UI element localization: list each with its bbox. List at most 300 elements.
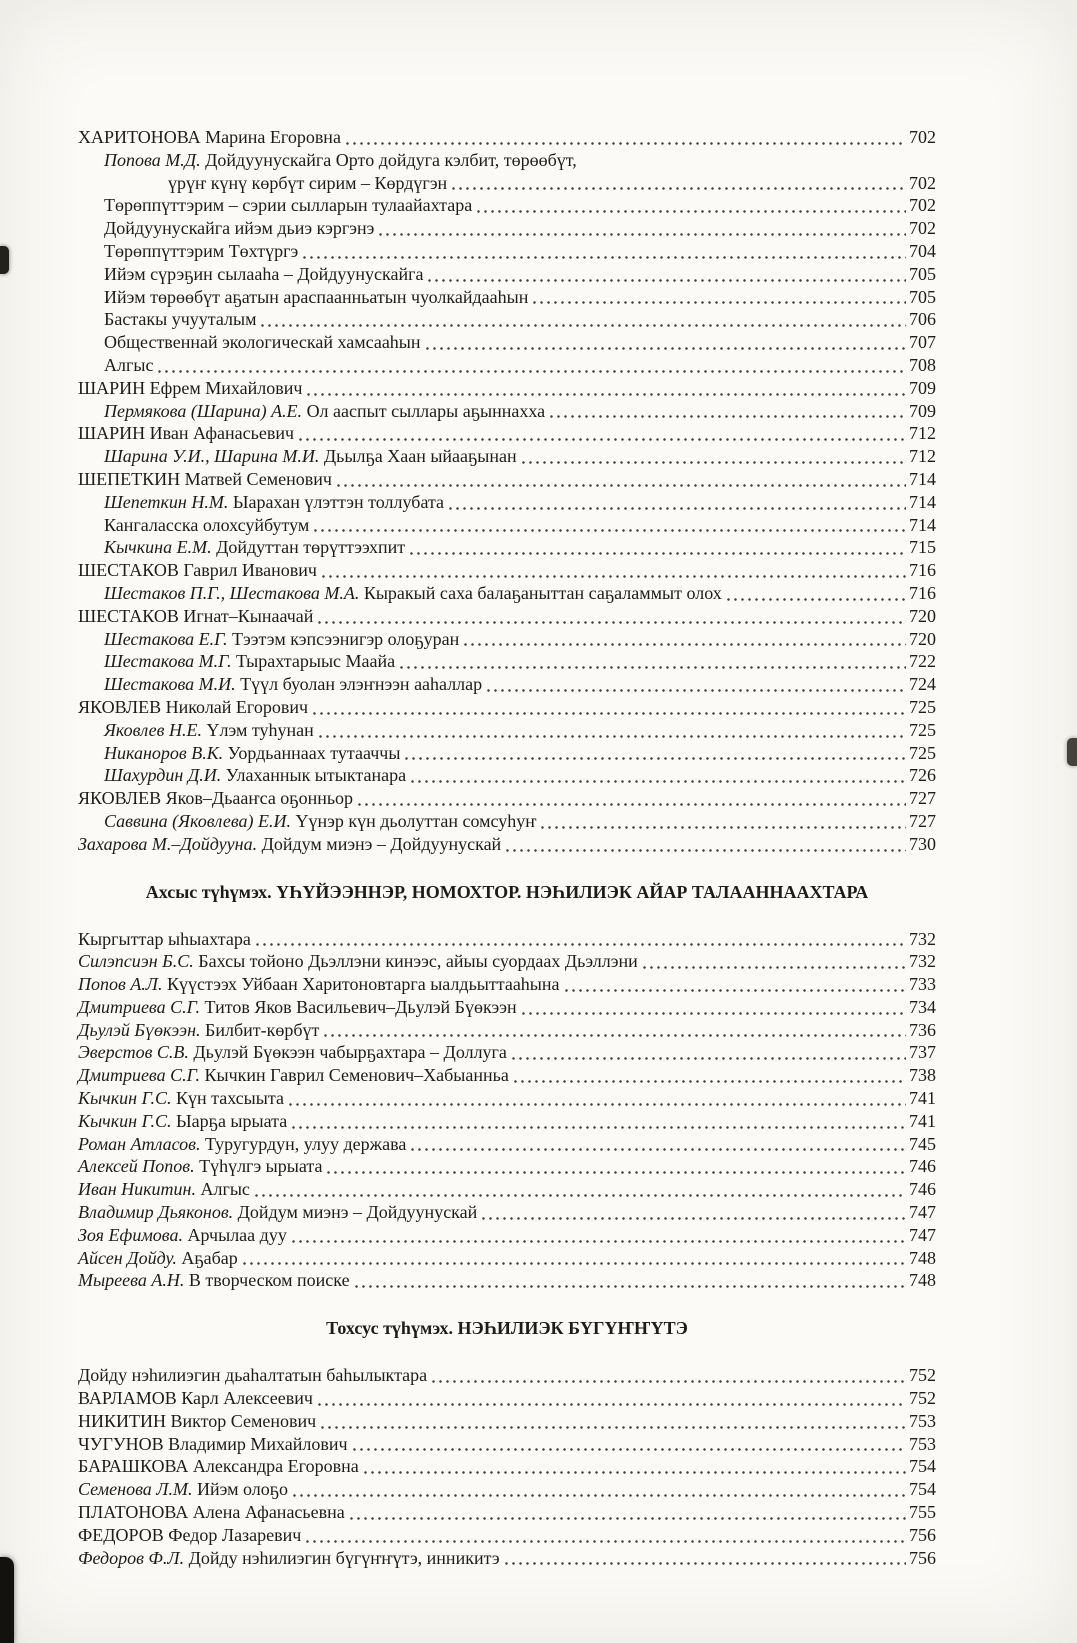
toc-entry-title: Уордьаннаах тутааччы [227, 742, 401, 763]
toc-entry [78, 1547, 936, 1570]
toc-entry-title: Күн тахсыыта [175, 1088, 284, 1109]
toc-entry-title: ШЕСТАКОВ Игнат–Кынаачай [78, 605, 314, 626]
toc-entry-title: В творческом поиске [188, 1270, 350, 1291]
toc-entry [78, 514, 936, 537]
toc-entry-title: ФЕДОРОВ Федор Лазаревич [78, 1524, 302, 1545]
dot-leader [346, 126, 906, 149]
toc-entry [78, 491, 936, 514]
toc-entry-text [78, 928, 251, 951]
toc-entry-text [104, 742, 400, 765]
toc-entry-text [78, 1224, 287, 1247]
toc-entry-author: Попов А.Л. [78, 974, 167, 995]
toc-entry-page: 752 [909, 1365, 936, 1386]
toc-entry-text [104, 308, 256, 331]
toc-entry-page: 741 [909, 1110, 936, 1131]
dot-leader [411, 1133, 906, 1156]
toc-entry [78, 673, 936, 696]
toc-entry-author: Дмитриева С.Г. [78, 996, 205, 1017]
toc-entry-title: Кыргыттар ыһыахтара [78, 928, 251, 949]
toc-entry-title: ЯКОВЛЕВ Николай Егорович [78, 696, 309, 717]
toc-entry-text [78, 559, 317, 582]
dot-leader [292, 1110, 906, 1133]
toc-entry-author: Попова М.Д. [104, 149, 206, 170]
dot-leader [512, 1041, 906, 1064]
toc-entry-title: Туругурдун, улуу держава [205, 1133, 407, 1154]
toc-entry-title: Билбит-көрбүт [205, 1019, 320, 1040]
toc-entry-author: Шарина У.И., Шарина М.И. [104, 446, 324, 467]
toc-entry-author: Роман Атласов. [78, 1133, 205, 1154]
toc-entry [78, 354, 936, 377]
toc-entry-title: ЯКОВЛЕВ Яков–Дьааҥса оҕонньор [78, 788, 354, 809]
toc-entry-text [78, 973, 560, 996]
toc-entry [78, 605, 936, 628]
toc-entry [78, 1269, 936, 1292]
toc-entry-page: 732 [909, 951, 936, 972]
toc-entry [78, 308, 936, 331]
toc-entry-page: 724 [909, 674, 936, 695]
toc-entry-page: 753 [909, 1433, 936, 1454]
toc-entry-title: Кангаласска олохсуйбутум [104, 514, 310, 535]
toc-entry [78, 928, 936, 951]
dot-leader [355, 1269, 906, 1292]
toc-entry-text [78, 950, 638, 973]
toc-entry-text [78, 1155, 322, 1178]
toc-entry-author: Шестакова Е.Г. [104, 628, 233, 649]
toc-entry [78, 1478, 936, 1501]
toc-entry-page: 720 [909, 605, 936, 626]
toc-entry-title: Тырахтарыыс Маайа [236, 651, 396, 672]
toc-entry-title: Тээтэм кэпсээнигэр олоҕуран [232, 628, 460, 649]
toc-entry-title: Ыарахан үлэттэн толлубата [232, 491, 445, 512]
toc-entry-text [104, 194, 472, 217]
toc-entry [78, 1455, 936, 1478]
toc-entry-page: 748 [909, 1270, 936, 1291]
toc-entry-author: Шестакова М.Г. [104, 651, 237, 672]
toc-entry-text [104, 491, 444, 514]
toc-entry [78, 559, 936, 582]
toc-entry-text [78, 1433, 348, 1456]
toc-entry-text [78, 1269, 350, 1292]
toc-entry-text [168, 172, 447, 195]
dot-leader [643, 950, 906, 973]
dot-leader [410, 536, 906, 559]
toc-entry [78, 126, 936, 149]
dot-leader [314, 514, 906, 537]
dot-leader [256, 928, 906, 951]
toc-entry-title: Түүл буолан элэҥнээн ааһаллар [240, 674, 483, 695]
dot-leader [364, 1455, 906, 1478]
toc-entry-title: Дойдум миэнэ – Дойдуунускай [261, 833, 502, 854]
toc-entry-text [78, 787, 353, 810]
toc-entry-title: ШЕСТАКОВ Гаврил Иванович [78, 560, 317, 581]
toc-entry-title: ХАРИТОНОВА Марина Егоровна [78, 127, 341, 147]
toc-entry-page: 727 [909, 810, 936, 831]
toc-entry-page: 738 [909, 1065, 936, 1086]
toc-entry-text [104, 263, 423, 286]
dot-leader [318, 1387, 906, 1410]
toc-entry-author: Дмитриева С.Г. [78, 1065, 205, 1086]
toc-entry-author: Пермякова (Шарина) А.Е. [104, 400, 307, 421]
toc-entry [78, 742, 936, 765]
toc-entry-title: Ийэм төрөөбүт аҕатын араспаанньатын чуолкайдааһын [104, 286, 529, 307]
dot-leader [379, 217, 906, 240]
toc-entry-title: Кыракый саха балаҕаныттан саҕаламмыт олох [363, 582, 722, 603]
dot-leader [426, 331, 906, 354]
toc-entry-text [104, 650, 395, 673]
toc-entry-title: Бахсы тойоно Дьэллэни кинээс, айыы суордаах Дьэллэни [198, 951, 638, 972]
toc-entry-author: Шепеткин Н.М. [104, 491, 233, 512]
toc-entry [78, 1178, 936, 1201]
dot-leader [313, 696, 906, 719]
toc-entry-title: Түһүлгэ ырыата [199, 1156, 323, 1177]
toc-entry-text [104, 628, 459, 651]
toc-entry-text [104, 582, 722, 605]
toc-entry-title: Арчылаа дуу [187, 1224, 287, 1245]
toc-entry-title: Төрөппүттэрим Төхтүргэ [104, 240, 299, 261]
toc-entry-author: Дьулэй Бүөкээн. [78, 1019, 206, 1040]
toc-entry [78, 240, 936, 263]
dot-leader [319, 719, 906, 742]
toc-entry-title: Алгыс [104, 354, 154, 375]
toc-entry-text [78, 1133, 406, 1156]
toc-entry-text [78, 1201, 477, 1224]
toc-entry-page: 709 [909, 377, 936, 398]
toc-entry-text [78, 377, 302, 400]
toc-entry-text [78, 468, 332, 491]
toc-entry-text [78, 1455, 359, 1478]
toc-entry-page: 705 [909, 263, 936, 284]
toc-entry [78, 1247, 936, 1270]
toc-entry [78, 1133, 936, 1156]
toc-entry [78, 1433, 936, 1456]
toc-entry-text [104, 217, 374, 240]
toc-entry-page: 756 [909, 1524, 936, 1545]
toc-entry [78, 1041, 936, 1064]
toc-entry-page: 754 [909, 1479, 936, 1500]
dot-leader [522, 996, 906, 1019]
dot-leader [324, 1019, 906, 1042]
toc-entry-title: Төрөппүттэрим – сэрии сылларын тулаайахтара [104, 195, 473, 216]
toc-entry-author: Зоя Ефимова. [78, 1224, 188, 1245]
toc-entry-title: Общественнай экологическай хамсааһын [104, 332, 421, 353]
dot-leader [506, 833, 906, 856]
toc-entry-text [104, 719, 314, 742]
toc-entry-page: 748 [909, 1247, 936, 1268]
toc-entry [78, 445, 936, 468]
toc-entry-text [104, 400, 545, 423]
dot-leader [158, 354, 906, 377]
toc-entry-text [104, 240, 298, 263]
dot-leader [321, 1410, 906, 1433]
toc-entry [78, 1087, 936, 1110]
dot-leader [318, 605, 906, 628]
toc-entry [78, 950, 936, 973]
dot-leader [255, 1178, 906, 1201]
toc-entry-author: Семенова Л.М. [78, 1479, 197, 1500]
toc-entry-author: Мыреева А.Н. [78, 1270, 189, 1291]
toc-entry-page: 706 [909, 309, 936, 330]
toc-entry-title: Кычкин Гаврил Семенович–Хабыанньа [204, 1065, 509, 1086]
toc-entry-page: 725 [909, 742, 936, 763]
dot-leader [289, 1087, 906, 1110]
toc-entry-page: 736 [909, 1019, 936, 1040]
dot-leader [299, 422, 906, 445]
toc-entry-author: Кычкина Е.М. [104, 537, 217, 558]
toc-entry-page: 745 [909, 1133, 936, 1154]
toc-entry-text [104, 445, 517, 468]
toc-entry-text [78, 833, 501, 856]
toc-entry-page: 702 [909, 172, 936, 193]
toc-entry-title: Бастакы учууталым [104, 309, 257, 330]
toc-entry-page: 755 [909, 1502, 936, 1523]
toc-entry [78, 696, 936, 719]
toc-entry-author: Шестакова М.И. [104, 674, 241, 695]
toc-entry-title: Үлэм туһунан [206, 719, 314, 740]
scan-artifact-bottom-corner [0, 1557, 14, 1643]
toc-entry-text [104, 764, 406, 787]
toc-entry-title: Дьулэй Бүөкээн чабырҕахтара – Доллуга [193, 1042, 507, 1063]
dot-leader [522, 445, 906, 468]
dot-leader [306, 1524, 906, 1547]
toc-entry-author: Саввина (Яковлева) Е.И. [104, 810, 296, 831]
toc-entry-text [78, 1087, 284, 1110]
toc-entry-author: Кычкин Г.С. [78, 1088, 176, 1109]
dot-leader [464, 628, 906, 651]
toc-entry-page: 716 [909, 560, 936, 581]
dot-leader [358, 787, 906, 810]
toc-entry-page: 747 [909, 1224, 936, 1245]
toc-entry [78, 810, 936, 833]
toc-entry-author: Владимир Дьяконов. [78, 1202, 238, 1223]
toc-entry-title: Дойдуттан төрүттээхпит [216, 537, 406, 558]
toc-entry-title: Дойдум миэнэ – Дойдуунускай [237, 1202, 478, 1223]
toc-entry-page: 752 [909, 1388, 936, 1409]
toc-entry-page: 725 [909, 696, 936, 717]
dot-leader [550, 400, 906, 423]
toc-entry-title: Улаханнык ытыктанара [225, 765, 407, 786]
toc-entry-text [78, 1247, 238, 1270]
toc-entry-page: 709 [909, 400, 936, 421]
toc-entry [78, 1110, 936, 1133]
toc-entry-page: 714 [909, 491, 936, 512]
dot-leader [293, 1478, 906, 1501]
toc-entry-text [104, 536, 405, 559]
toc-entry [78, 1364, 936, 1387]
toc-entry-page: 726 [909, 765, 936, 786]
toc-entry-page: 715 [909, 537, 936, 558]
toc-entry-page: 707 [909, 332, 936, 353]
toc-entry-page: 732 [909, 928, 936, 949]
toc-entry-author: Эверстов С.В. [78, 1042, 194, 1063]
toc-entry-page: 712 [909, 423, 936, 444]
toc-entry-title: ШАРИН Ефрем Михайлович [78, 377, 303, 398]
scan-artifact-left-edge [0, 246, 9, 274]
toc-entry-text [104, 149, 577, 172]
toc-entry [78, 331, 936, 354]
toc-entry-title: НИКИТИН Виктор Семенович [78, 1410, 317, 1431]
toc-entry-text [78, 1410, 316, 1433]
toc-entry [78, 1501, 936, 1524]
toc-entry-title: ЧУГУНОВ Владимир Михайлович [78, 1433, 348, 1454]
dot-leader [477, 194, 906, 217]
toc-entry-title: Аҕабар [181, 1247, 238, 1268]
toc-entry-page: 705 [909, 286, 936, 307]
toc-entry-page: 720 [909, 628, 936, 649]
dot-leader [514, 1064, 906, 1087]
toc-entry-text [104, 514, 309, 537]
toc-entry [78, 1410, 936, 1433]
dot-leader [322, 559, 906, 582]
toc-entry [78, 400, 936, 423]
toc-entry-title: Титов Яков Васильевич–Дьулэй Бүөкээн [204, 996, 517, 1017]
toc-entry-title: ВАРЛАМОВ Карл Алексеевич [78, 1388, 313, 1409]
toc-entry-page: 753 [909, 1410, 936, 1431]
dot-leader [411, 764, 906, 787]
toc-entry-page: 714 [909, 468, 936, 489]
toc-entry [78, 1155, 936, 1178]
toc-entry-author: Силэпсиэн Б.С. [78, 951, 199, 972]
toc-entry-page: 741 [909, 1088, 936, 1109]
toc-entry [78, 1201, 936, 1224]
toc-entry-title: Үүнэр күн дьолуттан сомсуһуҥ [295, 810, 537, 831]
dot-leader [327, 1155, 906, 1178]
toc-entry [78, 833, 936, 856]
toc-entry [78, 149, 936, 172]
toc-entry-text [78, 1178, 250, 1201]
toc-entry-title: Ыарҕа ырыата [175, 1110, 288, 1131]
toc-entry-text [78, 1041, 507, 1064]
toc-entry-text [78, 1064, 509, 1087]
dot-leader [533, 286, 906, 309]
toc-entry [78, 1387, 936, 1410]
toc-entry-page: 725 [909, 719, 936, 740]
toc-entry-text [78, 126, 341, 149]
toc-entry [78, 973, 936, 996]
toc-entry-page: 734 [909, 996, 936, 1017]
toc-entry [78, 1524, 936, 1547]
toc-entry-page: 702 [909, 218, 936, 239]
toc-entry-title: Дойдуунускайга Орто дойдуга кэлбит, төрөөбүт, [205, 149, 577, 170]
toc-entry-title: Ийэм сүрэҕин сылааһа – Дойдуунускайга [104, 263, 424, 284]
toc-entry-text [104, 673, 482, 696]
toc-entry-page: 704 [909, 240, 936, 261]
toc-entry [78, 286, 936, 309]
toc-entry [78, 764, 936, 787]
toc-entry-author: Иван Никитин. [78, 1179, 201, 1200]
toc-entry-text [104, 286, 528, 309]
toc-entry-page: 730 [909, 833, 936, 854]
toc-entry-text [78, 996, 517, 1019]
toc-entry-text [104, 354, 153, 377]
toc [78, 126, 936, 1569]
dot-leader [292, 1224, 906, 1247]
toc-entry-text [78, 1547, 500, 1570]
dot-leader [449, 491, 906, 514]
toc-entry-page: 754 [909, 1456, 936, 1477]
toc-entry-title: Дойдуунускайга ийэм дьиэ кэргэнэ [104, 218, 375, 239]
toc-entry-title: үрүҥ күнү көрбүт сирим – Көрдүгэн [168, 172, 448, 193]
toc-entry-author: Айсен Дойду. [78, 1247, 182, 1268]
toc-entry [78, 422, 936, 445]
dot-leader [337, 468, 906, 491]
toc-entry-title: Ол ааспыт сыллары аҕыннахха [306, 400, 546, 421]
toc-entry-title: ПЛАТОНОВА Алена Афанасьевна [78, 1502, 345, 1523]
dot-leader [432, 1364, 906, 1387]
scan-artifact-right-edge [1067, 738, 1077, 766]
toc-entry-text [104, 331, 421, 354]
toc-entry-page: 716 [909, 582, 936, 603]
dot-leader [452, 172, 906, 195]
toc-entry-text [78, 605, 313, 628]
toc-entry-title: Дьылҕа Хаан ыйааҕынан [323, 446, 517, 467]
toc-entry-page: 733 [909, 974, 936, 995]
toc-entry [78, 194, 936, 217]
toc-entry-title: Ийэм олоҕо [196, 1479, 289, 1500]
toc-entry [78, 582, 936, 605]
toc-entry-author: Шестаков П.Г., Шестакова М.А. [104, 582, 364, 603]
toc-entry-title: Дойду нэһилиэгин дьаһалтатын баһылыктара [78, 1365, 428, 1386]
toc-entry-title: Алгыс [200, 1179, 250, 1200]
toc-entry-author: Захарова М.–Дойдууна. [78, 833, 262, 854]
dot-leader [350, 1501, 906, 1524]
toc-entry-page: 737 [909, 1042, 936, 1063]
toc-entry [78, 377, 936, 400]
dot-leader [541, 810, 906, 833]
toc-entry-text [78, 1478, 288, 1501]
toc-entry-author: Кычкин Г.С. [78, 1110, 176, 1131]
toc-entry-page: 746 [909, 1179, 936, 1200]
section-heading: Тохсус түһүмэх. НЭҺИЛИЭК БҮГҮҤҤҮТЭ [326, 1318, 688, 1339]
toc-entry-page: 747 [909, 1202, 936, 1223]
toc-entry-text [78, 1501, 345, 1524]
dot-leader [400, 650, 906, 673]
toc-entry [78, 996, 936, 1019]
toc-entry-author: Шахурдин Д.И. [104, 765, 226, 786]
toc-entry [78, 1064, 936, 1087]
toc-entry-text [78, 1524, 301, 1547]
dot-leader [482, 1201, 906, 1224]
section-heading: Ахсыс түһүмэх. ҮҺҮЙЭЭННЭР, НОМОХТОР. НЭҺИЛИЭК АЙАР ТАЛААННААХТАРА [145, 881, 869, 902]
toc-entry [78, 468, 936, 491]
toc-entry-author: Федоров Ф.Л. [78, 1547, 189, 1568]
toc-entry-page: 712 [909, 446, 936, 467]
dot-leader [727, 582, 906, 605]
toc-entry [78, 1224, 936, 1247]
toc-entry [78, 650, 936, 673]
toc-entry [78, 217, 936, 240]
toc-entry-page: 727 [909, 788, 936, 809]
dot-leader [307, 377, 906, 400]
toc-entry-text [78, 1387, 313, 1410]
dot-leader [405, 742, 906, 765]
toc-entry-text [78, 422, 294, 445]
toc-entry-text [78, 1019, 319, 1042]
dot-leader [261, 308, 906, 331]
toc-entry-title: Дойду нэһилиэгин бүгүҥҥүтэ, инникитэ [188, 1547, 500, 1568]
toc-entry-text [78, 696, 308, 719]
toc-entry-text [78, 1110, 287, 1133]
toc-entry-author: Алексей Попов. [78, 1156, 200, 1177]
dot-leader [505, 1547, 906, 1570]
dot-leader [487, 673, 906, 696]
toc-entry-page: 756 [909, 1547, 936, 1568]
toc-entry [78, 536, 936, 559]
toc-entry [78, 787, 936, 810]
dot-leader [303, 240, 906, 263]
toc-entry [78, 1019, 936, 1042]
toc-entry-page: 708 [909, 354, 936, 375]
toc-entry [78, 263, 936, 286]
